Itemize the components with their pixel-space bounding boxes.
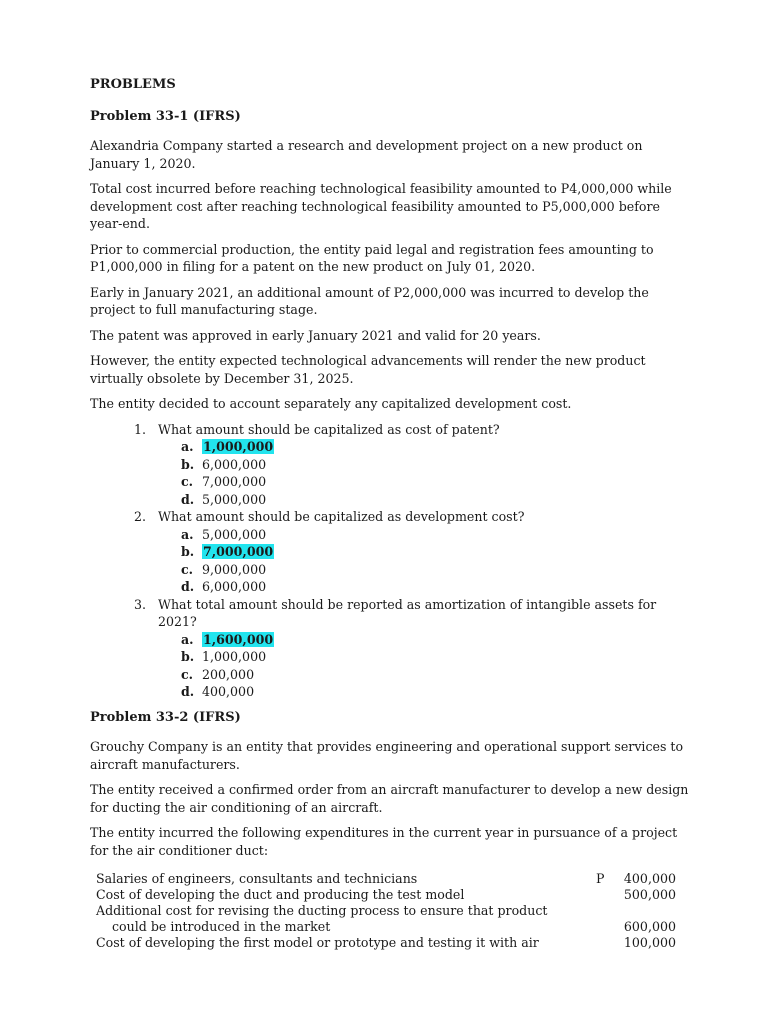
choice-value: 7,000,000: [202, 474, 267, 489]
choice-value: 200,000: [202, 666, 255, 682]
expense-description: Cost of developing the duct and producing the test model: [96, 887, 465, 902]
choice: [90, 683, 690, 701]
question-text: What amount should be capitalized as cost of patent?: [158, 421, 500, 437]
choice-list: [90, 631, 690, 701]
choice: [90, 473, 690, 491]
choice: [90, 438, 690, 456]
choice-letter: b.: [181, 456, 195, 472]
expense-description: Salaries of engineers, consultants and technicians: [96, 871, 418, 886]
choice-value: 6,000,000: [202, 456, 267, 472]
expense-amount: 100,000: [623, 935, 676, 950]
table-row: [96, 887, 676, 903]
paragraph: The entity received a confirmed order from an aircraft manufacturer to develop a new design for ducting the air conditioning of an aircraft.: [90, 782, 689, 815]
choice: [90, 526, 690, 544]
choice-letter: d.: [181, 491, 195, 507]
question-text: What total amount should be reported as amortization of intangible assets for 2021?: [158, 596, 657, 629]
question: [90, 508, 690, 526]
paragraph: The patent was approved in early January 2021 and valid for 20 years.: [90, 327, 541, 343]
choice-letter: a.: [181, 526, 194, 542]
table-row: [96, 935, 676, 951]
choice-value: 9,000,000: [202, 561, 267, 577]
choice-letter: a.: [181, 631, 194, 647]
choice-list: [90, 526, 690, 596]
paragraph: However, the entity expected technological advancements will render the new product virtually obsolete by December 31, 2025.: [90, 353, 646, 386]
choice-value: 400,000: [202, 684, 255, 699]
currency-symbol: [596, 903, 620, 919]
question-number: 1.: [134, 421, 147, 437]
choice-letter: d.: [181, 579, 195, 594]
choice-value: 5,000,000: [202, 491, 267, 507]
paragraph: Grouchy Company is an entity that provides engineering and operational support services to aircraft manufacturers.: [90, 739, 684, 772]
highlighted-answer: 1,000,000: [203, 439, 274, 454]
expense-description: Cost of developing the first model or prototype and testing it with air: [96, 935, 539, 950]
paragraph: Alexandria Company started a research and development project on a new product on January 1, 2020.: [90, 138, 643, 171]
currency-symbol: P: [596, 871, 605, 886]
problem-1-title: Problem 33-1 (IFRS): [90, 108, 241, 124]
currency-symbol: [596, 935, 620, 951]
choice: [90, 648, 690, 666]
choice-letter: b.: [181, 649, 195, 664]
expense-amount: 600,000: [623, 919, 676, 934]
choice-letter: c.: [181, 561, 194, 577]
question-list: [90, 421, 690, 701]
choice: [90, 561, 690, 579]
question: [90, 421, 690, 439]
expenditure-table: [96, 871, 676, 951]
table-row: [96, 919, 676, 935]
question-text: What amount should be capitalized as development cost?: [158, 509, 525, 524]
question-number: 3.: [134, 596, 147, 612]
paragraph: The entity incurred the following expenditures in the current year in pursuance of a project for the air conditioner duct:: [90, 825, 678, 858]
paragraph: Total cost incurred before reaching technological feasibility amounted to P4,000,000 while development cost after reaching technological feasibility amounted to P5,000,000 before year-end.: [90, 181, 672, 231]
choice-letter: c.: [181, 474, 194, 489]
choice-letter: d.: [181, 684, 195, 699]
currency-symbol: [596, 887, 620, 903]
document-page: [90, 76, 690, 951]
currency-symbol: [596, 919, 620, 935]
highlighted-answer: 7,000,000: [203, 544, 274, 559]
choice: [90, 456, 690, 474]
choice: [90, 543, 690, 561]
choice-letter: b.: [181, 544, 195, 559]
table-row: [96, 903, 676, 919]
paragraph: Prior to commercial production, the entity paid legal and registration fees amounting to P1,000,000 in filing for a patent on the new product on July 01, 2020.: [90, 241, 654, 274]
problem-2-title: Problem 33-2 (IFRS): [90, 709, 241, 725]
expense-amount: [620, 903, 676, 919]
choice-value: 6,000,000: [202, 579, 267, 594]
choice: [90, 666, 690, 684]
choice-list: [90, 438, 690, 508]
table-row: [96, 871, 676, 887]
expense-amount: 500,000: [623, 887, 676, 902]
choice: [90, 578, 690, 596]
expense-description: could be introduced in the market: [112, 919, 331, 934]
choice-letter: a.: [181, 439, 194, 454]
highlighted-answer: 1,600,000: [203, 631, 274, 647]
section-heading: PROBLEMS: [90, 77, 176, 92]
choice: [90, 491, 690, 509]
question: [90, 596, 690, 631]
choice: [90, 631, 690, 649]
paragraph: Early in January 2021, an additional amount of P2,000,000 was incurred to develop the project to full manufacturing stage.: [90, 284, 649, 317]
expense-description: Additional cost for revising the ducting process to ensure that product: [96, 903, 548, 918]
choice-letter: c.: [181, 666, 194, 682]
question-number: 2.: [134, 509, 147, 524]
paragraph: The entity decided to account separately any capitalized development cost.: [90, 396, 572, 411]
expense-amount: 400,000: [623, 871, 676, 886]
choice-value: 5,000,000: [202, 526, 267, 542]
choice-value: 1,000,000: [202, 649, 267, 664]
